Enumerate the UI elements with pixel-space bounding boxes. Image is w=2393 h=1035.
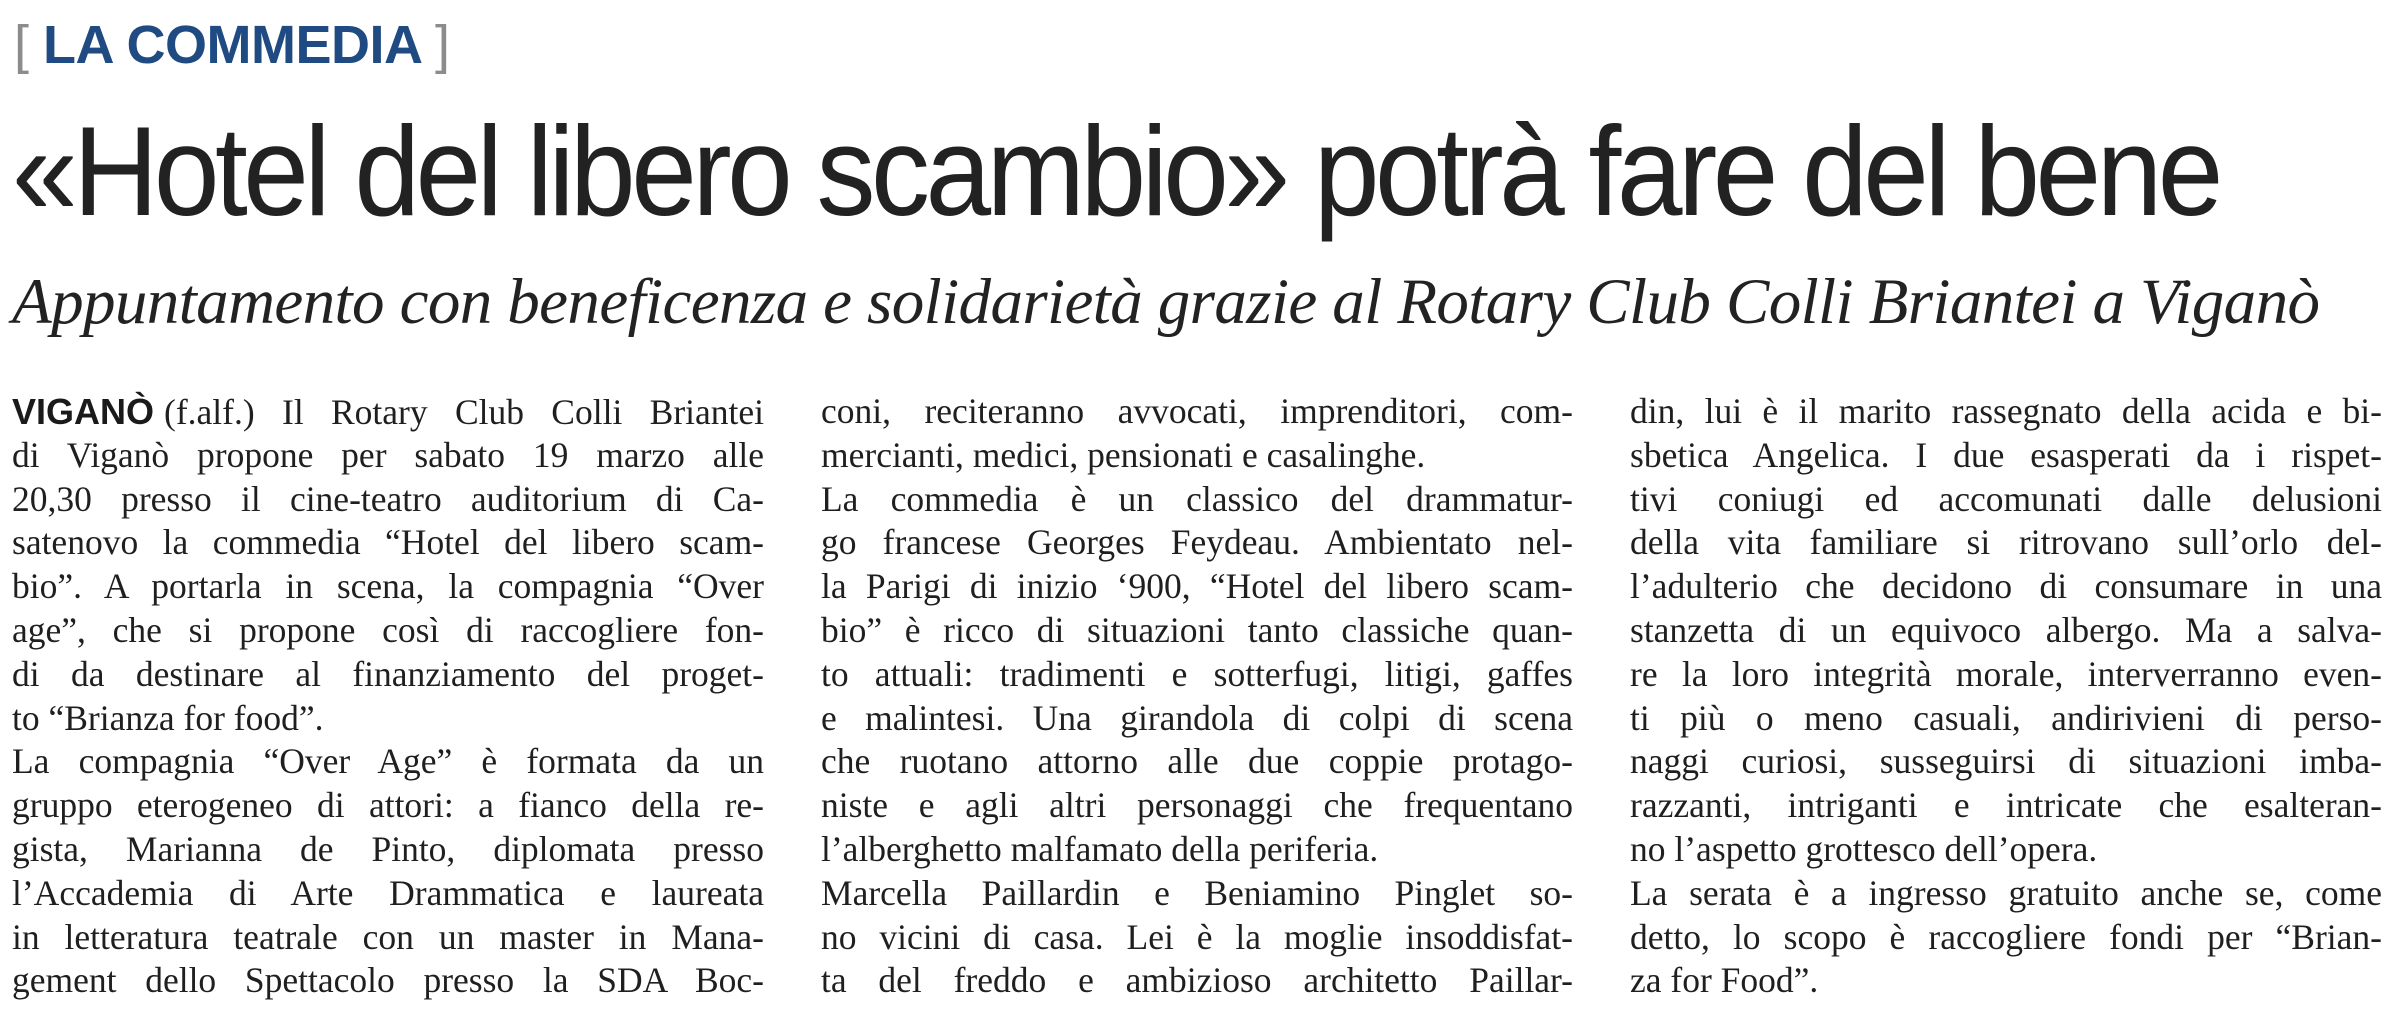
text-line: age”, che si propone così di raccogliere fon-: [12, 609, 764, 650]
text-line: bio” è ricco di situazioni tanto classiche quan-: [821, 609, 1573, 650]
text-line: to “Brianza for food”.: [12, 697, 324, 738]
text-line: gement dello Spettacolo presso la SDA Boc-: [12, 960, 764, 1001]
text-line: e malintesi. Una girandola di colpi di scena: [821, 697, 1573, 738]
text-line: di da destinare al finanziamento del proget-: [12, 653, 764, 694]
kicker-label: LA COMMEDIA: [43, 15, 421, 75]
text-line: ti più o meno casuali, andirivieni di perso-: [1630, 697, 2382, 738]
kicker-open-bracket: [: [14, 15, 29, 75]
article-column-1: [12, 390, 764, 1003]
text-line: re la loro integrità morale, interverranno even-: [1630, 653, 2382, 694]
text-line: no l’aspetto grottesco dell’opera.: [1630, 828, 2098, 869]
text-line: gista, Marianna de Pinto, diplomata presso: [12, 828, 764, 869]
text-line: mercianti, medici, pensionati e casalinghe.: [821, 434, 1426, 475]
text-line: di Viganò propone per sabato 19 marzo alle: [12, 434, 764, 475]
text-line: in letteratura teatrale con un master in Mana-: [12, 916, 764, 957]
text-line: naggi curiosi, susseguirsi di situazioni imba-: [1630, 741, 2382, 782]
section-kicker: [14, 15, 450, 75]
text-line: bio”. A portarla in scena, la compagnia “Over: [12, 566, 764, 607]
article-column-3: [1630, 390, 2382, 1003]
text-line: la Parigi di inizio ‘900, “Hotel del libero scam-: [821, 566, 1573, 607]
text-line: tivi coniugi ed accomunati dalle delusioni: [1630, 478, 2382, 519]
text-line: La commedia è un classico del drammatur-: [821, 478, 1573, 519]
dateline: VIGANÒ: [12, 391, 155, 432]
text-line: La serata è a ingresso gratuito anche se, come: [1630, 872, 2382, 913]
text-line: coni, reciteranno avvocati, imprenditori, com-: [821, 391, 1573, 431]
text-line: no vicini di casa. Lei è la moglie insoddisfat-: [821, 916, 1573, 957]
text-line: Marcella Paillardin e Beniamino Pinglet so-: [821, 872, 1573, 913]
article-body: [12, 390, 2382, 1003]
text-line: l’alberghetto malfamato della periferia.: [821, 828, 1379, 869]
text-line: detto, lo scopo è raccogliere fondi per “Brian-: [1630, 916, 2382, 957]
headline: «Hotel del libero scambio» potrà fare del bene: [12, 100, 2219, 243]
subtitle: Appuntamento con beneficenza e solidarietà grazie al Rotary Club Colli Briantei a Viganò: [12, 266, 2320, 338]
text-line: go francese Georges Feydeau. Ambientato nel-: [821, 522, 1573, 563]
text-line: razzanti, intriganti e intricate che esalteran-: [1630, 785, 2382, 826]
text-line: della vita familiare si ritrovano sull’orlo del-: [1630, 522, 2382, 563]
text-line: La compagnia “Over Age” è formata da un: [12, 741, 764, 782]
text-line: za for Food”.: [1630, 960, 1819, 1001]
text-line: to attuali: tradimenti e sotterfugi, litigi, gaffes: [821, 653, 1573, 694]
text-line: din, lui è il marito rassegnato della acida e bi-: [1630, 391, 2382, 431]
text-line: gruppo eterogeneo di attori: a fianco della re-: [12, 785, 764, 826]
text-line: satenovo la commedia “Hotel del libero scam-: [12, 522, 764, 563]
kicker-close-bracket: ]: [435, 15, 450, 75]
text-line: l’Accademia di Arte Drammatica e laureata: [12, 872, 764, 913]
text-line: sbetica Angelica. I due esasperati da i rispet-: [1630, 434, 2382, 475]
article-column-2: [821, 390, 1573, 1003]
text-line: stanzetta di un equivoco albergo. Ma a salva-: [1630, 609, 2382, 650]
text-line: 20,30 presso il cine-teatro auditorium di Ca-: [12, 478, 764, 519]
text-line: niste e agli altri personaggi che frequentano: [821, 785, 1573, 826]
line-text: (f.alf.) Il Rotary Club Colli Briantei: [164, 392, 764, 432]
text-line: ta del freddo e ambizioso architetto Paillar-: [821, 960, 1573, 1001]
text-line: l’adulterio che decidono di consumare in una: [1630, 566, 2382, 607]
text-line: [12, 390, 764, 434]
text-line: che ruotano attorno alle due coppie protago-: [821, 741, 1573, 782]
